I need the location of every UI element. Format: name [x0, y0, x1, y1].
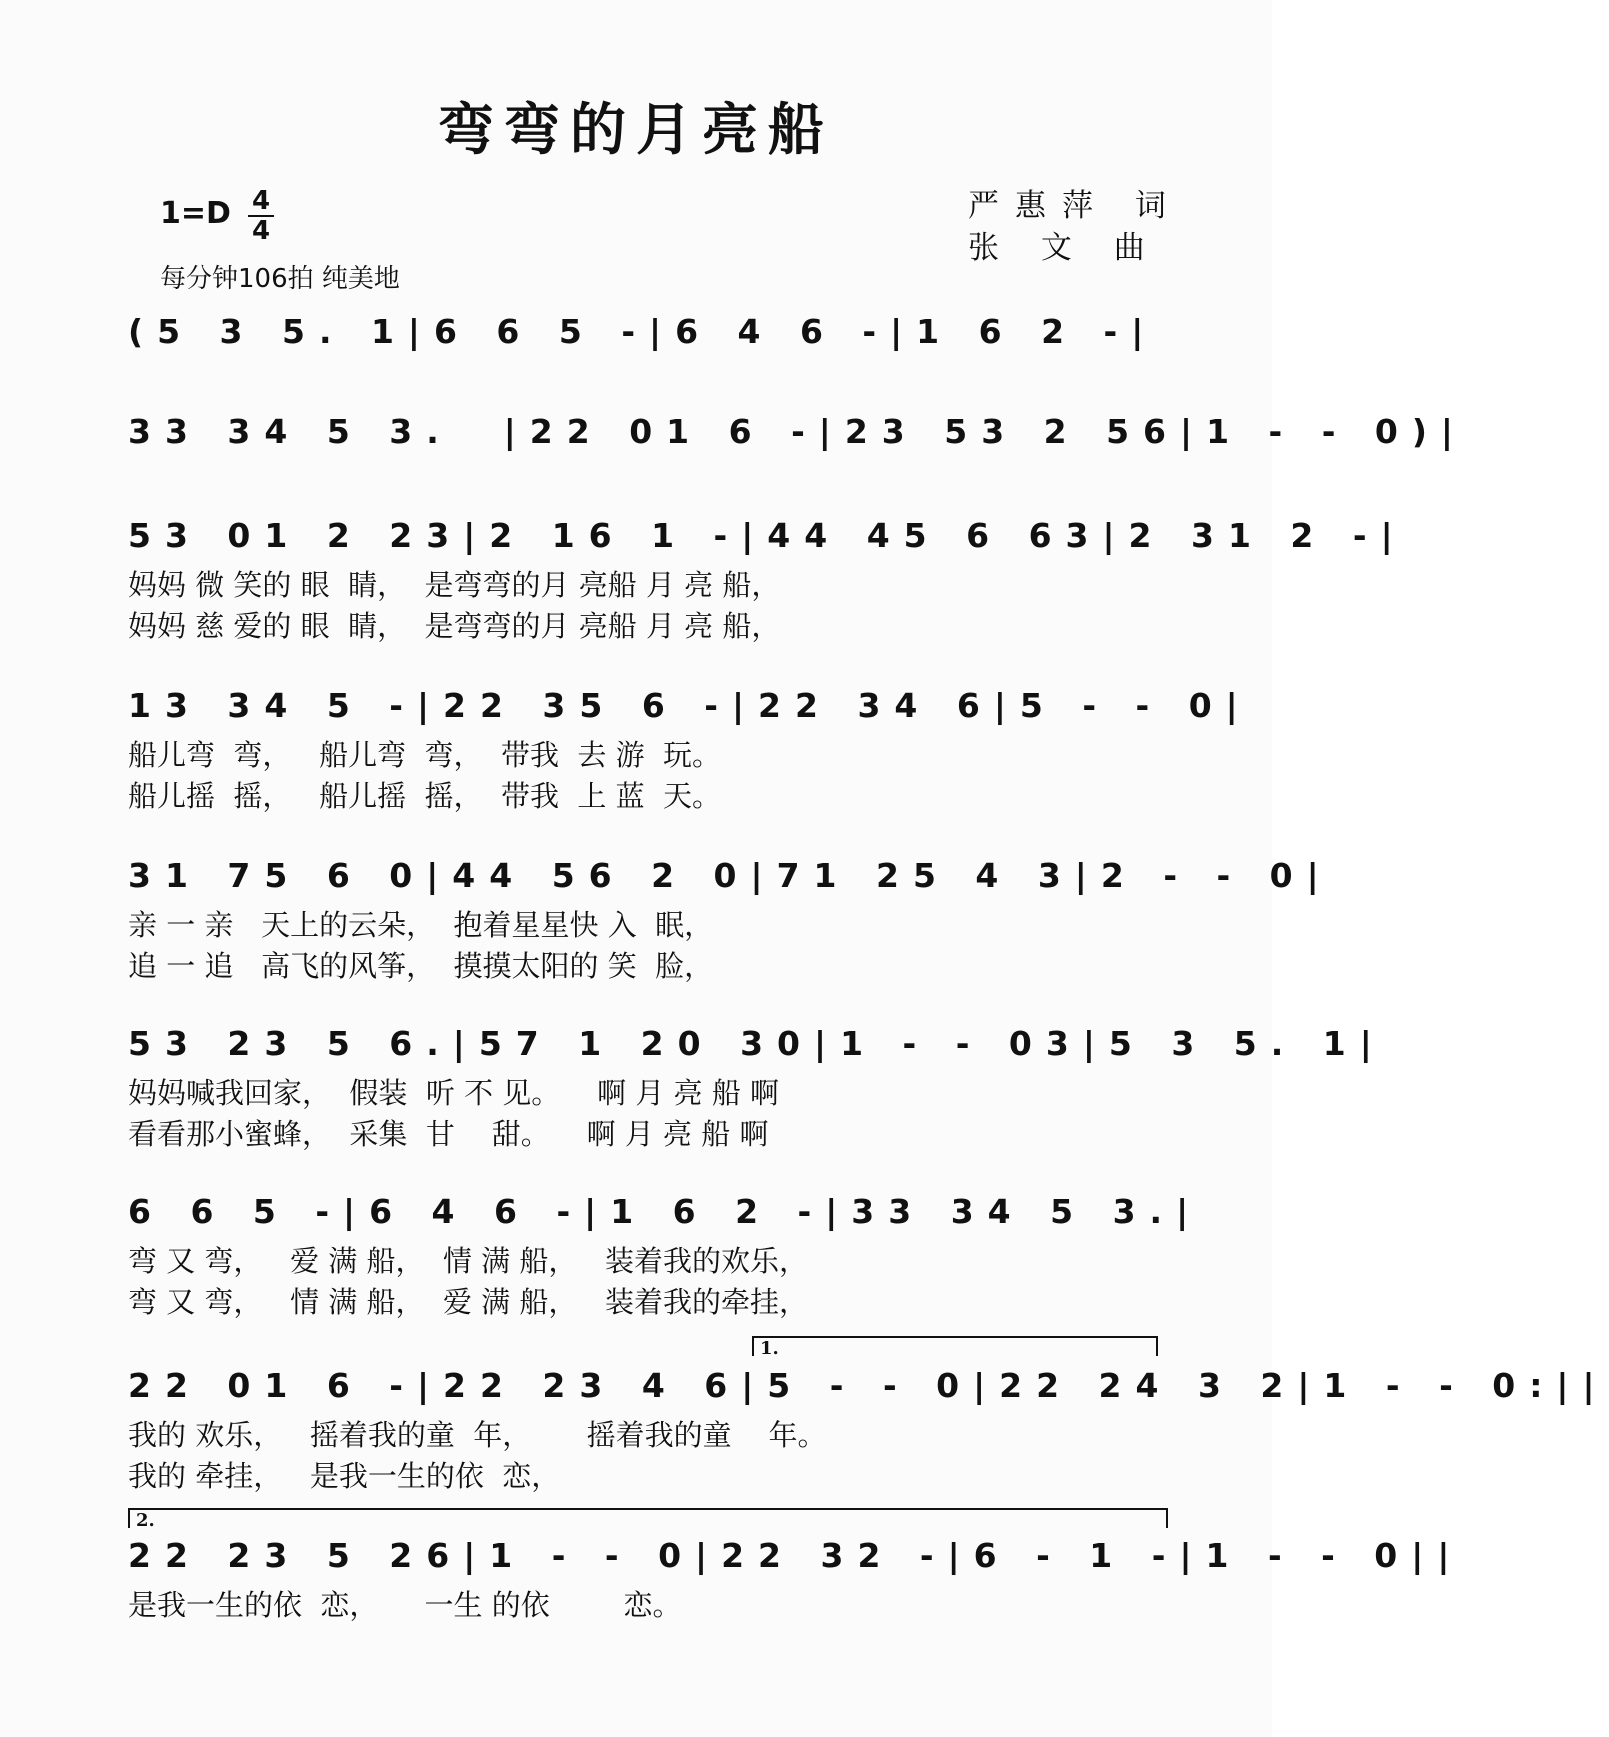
lyric-verse-1: 弯 又 弯， 爱 满 船， 情 满 船， 装着我的欢乐， — [128, 1244, 809, 1278]
lyric-verse-2: 看看那小蜜蜂， 采集 甘 甜。 啊 月 亮 船 啊 — [128, 1117, 769, 1151]
lyric-verse-2: 我的 牵挂， 是我一生的依 恋， — [128, 1459, 561, 1493]
notation-line: 31 75 6 0|44 56 2 0|71 25 4 3|2 - - 0| — [128, 856, 1333, 895]
song-title: 弯弯的月亮船 — [438, 97, 834, 163]
first-ending-bracket — [752, 1336, 1158, 1359]
lyric-verse-2: 弯 又 弯， 情 满 船， 爱 满 船， 装着我的牵挂， — [128, 1285, 809, 1319]
lyric-verse-1: 船儿弯 弯， 船儿弯 弯， 带我 去 游 玩。 — [128, 738, 722, 772]
notation-line: 53 23 5 6.|57 1 20 30|1 - - 03|5 3 5. 1| — [128, 1024, 1386, 1063]
lyric-verse-1: 妈妈 微 笑的 眼 睛， 是弯弯的月 亮船 月 亮 船， — [128, 568, 781, 602]
tempo-marking: 每分钟106拍 纯美地 — [160, 264, 400, 294]
key-signature: 1=D — [160, 196, 231, 231]
notation-line: 53 01 2 23|2 16 1 -|44 45 6 63|2 31 2 -| — [128, 516, 1407, 555]
lyric-verse-1: 是我一生的依 恋， 一生 的依 恋。 — [128, 1588, 682, 1622]
time-signature-bottom: 4 — [251, 216, 271, 246]
lyric-verse-2: 妈妈 慈 爱的 眼 睛， 是弯弯的月 亮船 月 亮 船， — [128, 609, 781, 643]
time-signature-top: 4 — [251, 186, 271, 216]
first-ending-label: 1. — [760, 1338, 779, 1359]
notation-line: (5 3 5. 1|6 6 5 -|6 4 6 -|1 6 2 -| — [128, 312, 1158, 351]
lyric-verse-1: 亲 一 亲 天上的云朵， 抱着星星快 入 眠， — [128, 908, 714, 942]
notation-line: 6 6 5 -|6 4 6 -|1 6 2 -|33 34 5 3.| — [128, 1192, 1203, 1231]
lyricist-credit: 严惠萍 词 — [968, 188, 1182, 224]
lyric-verse-1: 妈妈喊我回家， 假装 听 不 见。 啊 月 亮 船 啊 — [128, 1076, 780, 1110]
notation-line: 13 34 5 -|22 35 6 -|22 34 6|5 - - 0| — [128, 686, 1252, 725]
second-ending-bracket — [128, 1508, 1168, 1531]
composer-credit: 张 文 曲 — [968, 230, 1161, 266]
notation-line: 33 34 5 3. |22 01 6 -|23 53 2 56|1 - - 0)| — [128, 412, 1467, 451]
second-ending-label: 2. — [136, 1510, 155, 1531]
lyric-verse-1: 我的 欢乐， 摇着我的童 年， 摇着我的童 年。 — [128, 1418, 827, 1452]
time-signature — [248, 188, 274, 244]
lyric-verse-2: 追 一 追 高飞的风筝， 摸摸太阳的 笑 脸， — [128, 949, 714, 983]
lyric-verse-2: 船儿摇 摇， 船儿摇 摇， 带我 上 蓝 天。 — [128, 779, 722, 813]
notation-line: 22 01 6 -|22 23 4 6|5 - - 0|22 24 3 2|1 - - 0:|| — [128, 1366, 1609, 1405]
notation-line: 22 23 5 26|1 - - 0|22 32 -|6 - 1 -|1 - - 0|| — [128, 1536, 1464, 1575]
